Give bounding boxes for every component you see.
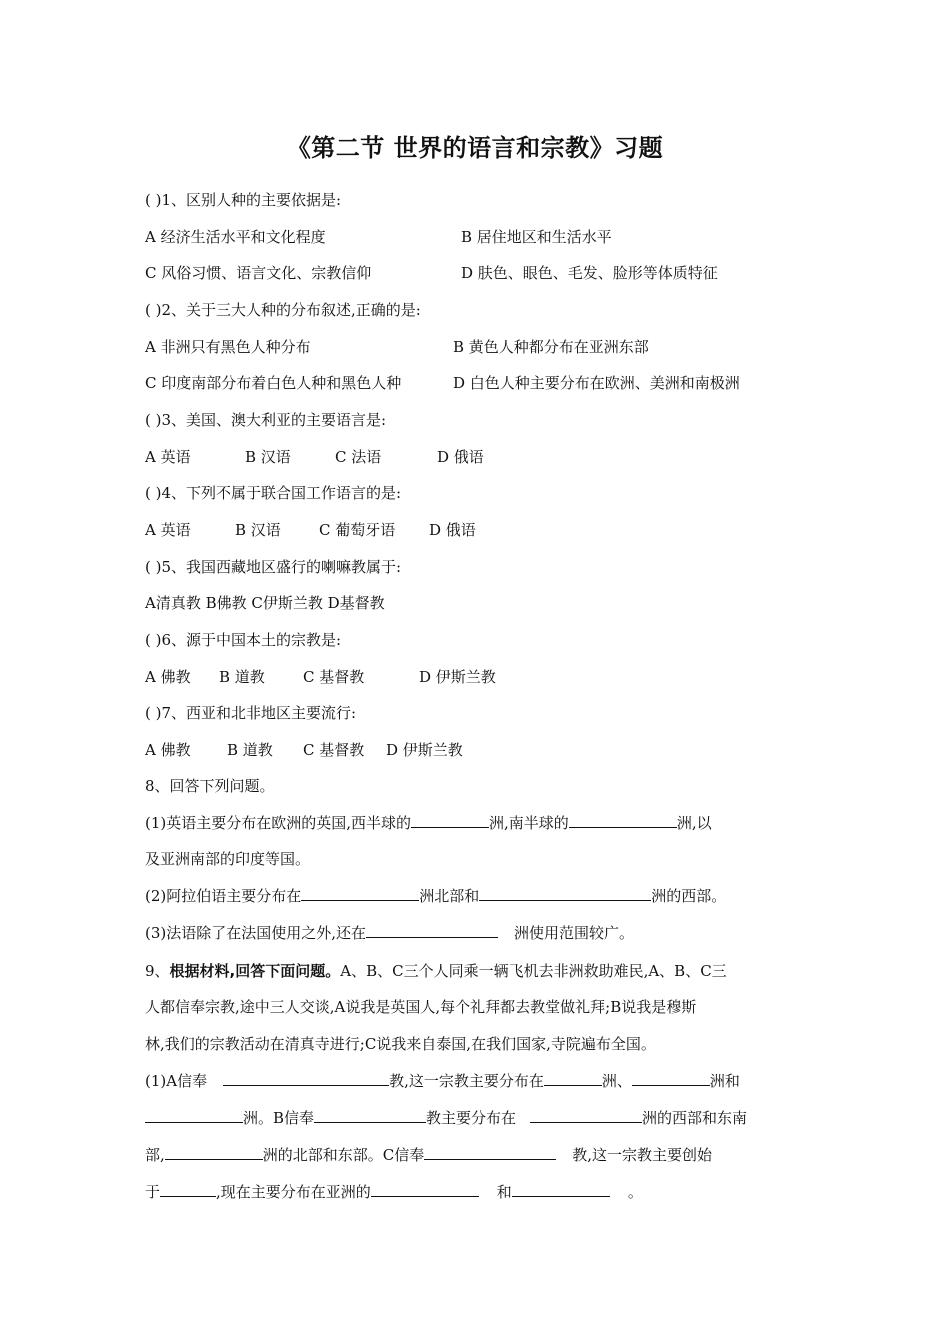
q1-stem: ( )1、区别人种的主要依据是: (145, 191, 342, 209)
q3-option-a: A 英语 (145, 448, 191, 466)
q6-option-d: D 伊斯兰教 (419, 668, 496, 686)
q5-stem: ( )5、我国西藏地区盛行的喇嘛教属于: (145, 558, 402, 576)
q1-option-a: A 经济生活水平和文化程度 (145, 228, 326, 246)
q8-part2 (145, 885, 815, 907)
answer-blank[interactable] (530, 1107, 642, 1123)
q9-line1 (145, 960, 815, 982)
q9-number: 9、 (145, 962, 170, 980)
q9-lead: 根据材料,回答下面问题。 (169, 962, 341, 980)
answer-blank[interactable] (145, 1107, 243, 1123)
q6-option-c: C 基督教 (303, 668, 365, 686)
q7-option-a: A 佛教 (145, 741, 191, 759)
q7-option-b: B 道教 (227, 741, 273, 759)
q9-s13: 和 (496, 1183, 512, 1201)
answer-blank[interactable] (632, 1070, 710, 1086)
q9-sub1-line1 (145, 1070, 815, 1092)
answer-blank[interactable] (411, 812, 489, 828)
q9-s5: 洲。B信奉 (243, 1109, 315, 1127)
q9-s8: 部, (145, 1146, 165, 1164)
q8-p1-text-c: 洲,以 (676, 814, 712, 832)
q8-p2-text-b: 洲北部和 (419, 887, 480, 905)
q8-p1-text-a: (1)英语主要分布在欧洲的英国,西半球的 (145, 814, 412, 832)
q3-option-b: B 汉语 (245, 448, 291, 466)
q1-option-c: C 风俗习惯、语言文化、宗教信仰 (145, 264, 372, 282)
q9-sub1-line3 (145, 1144, 815, 1166)
answer-blank[interactable] (371, 1181, 479, 1197)
q4-option-c: C 葡萄牙语 (319, 521, 396, 539)
q3-option-c: C 法语 (335, 448, 382, 466)
q4-option-a: A 英语 (145, 521, 191, 539)
q6-stem: ( )6、源于中国本土的宗教是: (145, 631, 342, 649)
q1-option-d: D 肤色、眼色、毛发、脸形等体质特征 (461, 264, 718, 282)
q6-option-b: B 道教 (219, 668, 265, 686)
q8-p3-text-a: (3)法语除了在法国使用之外,还在 (145, 924, 367, 942)
answer-blank[interactable] (512, 1181, 610, 1197)
answer-blank[interactable] (160, 1181, 216, 1197)
q9-s1: (1)A信奉 (145, 1072, 208, 1090)
q8-p1-text-b: 洲,南半球的 (489, 814, 569, 832)
answer-blank[interactable] (544, 1070, 602, 1086)
q8-p2-text-c: 洲的西部。 (651, 887, 727, 905)
q9-s4: 洲和 (709, 1072, 740, 1090)
q9-s6: 教主要分布在 (426, 1109, 517, 1127)
answer-blank[interactable] (424, 1144, 556, 1160)
q2-stem: ( )2、关于三大人种的分布叙述,正确的是: (145, 301, 421, 319)
answer-blank[interactable] (223, 1070, 389, 1086)
q9-sub1-line4 (145, 1181, 815, 1203)
q8-part1-line2: 及亚洲南部的印度等国。 (145, 850, 311, 868)
answer-blank[interactable] (569, 812, 677, 828)
answer-blank[interactable] (301, 885, 419, 901)
answer-blank[interactable] (314, 1107, 426, 1123)
q9-s2: 教,这一宗教主要分布在 (389, 1072, 544, 1090)
q7-option-d: D 伊斯兰教 (386, 741, 463, 759)
q8-part1-line1 (145, 812, 815, 834)
q7-option-c: C 基督教 (303, 741, 365, 759)
q8-stem: 8、回答下列问题。 (145, 777, 275, 795)
q3-stem: ( )3、美国、澳大利亚的主要语言是: (145, 411, 387, 429)
q9-s12: ,现在主要分布在亚洲的 (216, 1183, 371, 1201)
q8-p3-text-b: 洲使用范围较广。 (514, 924, 635, 942)
q9-s3: 洲、 (601, 1072, 632, 1090)
q9-s10: 教,这一宗教主要创始 (572, 1146, 713, 1164)
q2-option-b: B 黄色人种都分布在亚洲东部 (453, 338, 649, 356)
q8-part3 (145, 922, 815, 944)
q9-s9: 洲的北部和东部。C信奉 (262, 1146, 425, 1164)
q9-material-3: 林,我们的宗教活动在清真寺进行;C说我来自泰国,在我们国家,寺院遍布全国。 (145, 1035, 656, 1053)
answer-blank[interactable] (165, 1144, 263, 1160)
q5-options: A清真教 B佛教 C伊斯兰教 D基督教 (145, 594, 385, 612)
q9-sub1-line2 (145, 1107, 815, 1129)
q7-stem: ( )7、西亚和北非地区主要流行: (145, 704, 357, 722)
q2-option-a: A 非洲只有黑色人种分布 (145, 338, 311, 356)
answer-blank[interactable] (479, 885, 651, 901)
q9-s14: 。 (627, 1183, 643, 1201)
page-title: 《第二节 世界的语言和宗教》习题 (286, 134, 664, 162)
q2-option-d: D 白色人种主要分布在欧洲、美洲和南极洲 (453, 374, 740, 392)
q9-material-1: A、B、C三个人同乘一辆飞机去非洲救助难民,A、B、C三 (340, 962, 727, 980)
q1-option-b: B 居住地区和生活水平 (461, 228, 612, 246)
answer-blank[interactable] (366, 922, 498, 938)
q4-stem: ( )4、下列不属于联合国工作语言的是: (145, 484, 402, 502)
q4-option-b: B 汉语 (235, 521, 281, 539)
q9-material-2: 人都信奉宗教,途中三人交谈,A说我是英国人,每个礼拜都去教堂做礼拜;B说我是穆斯 (145, 998, 697, 1016)
q9-s11: 于 (145, 1183, 161, 1201)
q4-option-d: D 俄语 (429, 521, 476, 539)
q3-option-d: D 俄语 (437, 448, 484, 466)
q6-option-a: A 佛教 (145, 668, 191, 686)
q2-option-c: C 印度南部分布着白色人种和黑色人种 (145, 374, 402, 392)
q8-p2-text-a: (2)阿拉伯语主要分布在 (145, 887, 302, 905)
q9-s7: 洲的西部和东南 (642, 1109, 748, 1127)
